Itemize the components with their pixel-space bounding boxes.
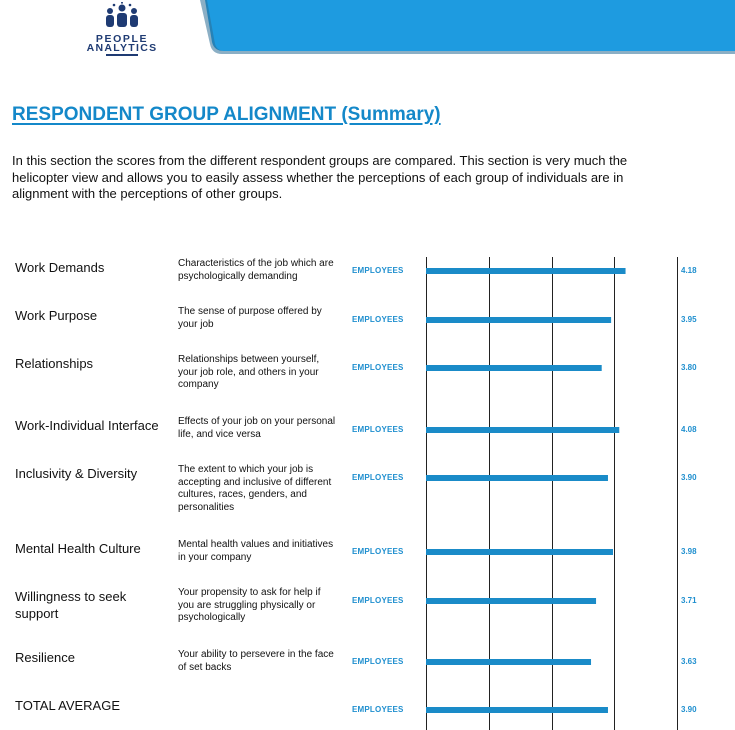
row-label: Inclusivity & Diversity — [15, 466, 138, 481]
respondent-group-label: EMPLOYEES — [352, 547, 404, 556]
row-label: Willingness to seek support — [15, 589, 127, 621]
respondent-group-label: EMPLOYEES — [352, 473, 404, 482]
row-label: Work Demands — [15, 260, 105, 275]
row-description: Mental health values and initiatives in your company — [178, 539, 334, 563]
score-value: 3.90 — [681, 705, 697, 714]
row-label: Relationships — [15, 356, 94, 371]
score-value: 3.95 — [681, 315, 697, 324]
row-label: Resilience — [15, 650, 75, 665]
row-description: Your propensity to ask for help if you are struggling physically or psychologically — [178, 587, 321, 623]
bar — [426, 365, 602, 371]
score-value: 3.98 — [681, 547, 697, 556]
score-value: 3.63 — [681, 657, 697, 666]
row-description: Your ability to persevere in the face of set backs — [178, 649, 334, 673]
score-value: 4.18 — [681, 266, 697, 275]
bar — [426, 707, 608, 713]
page-title[interactable]: RESPONDENT GROUP ALIGNMENT (Summary) — [12, 104, 441, 125]
bar — [426, 475, 608, 481]
respondent-group-label: EMPLOYEES — [352, 363, 404, 372]
respondent-group-label: EMPLOYEES — [352, 596, 404, 605]
score-value: 3.80 — [681, 363, 697, 372]
respondent-group-label: EMPLOYEES — [352, 266, 404, 275]
respondent-group-label: EMPLOYEES — [352, 705, 404, 714]
score-value: 3.71 — [681, 596, 697, 605]
row-description: Relationships between yourself, your job role, and others in your company — [178, 354, 320, 390]
score-value: 4.08 — [681, 425, 697, 434]
logo-text-line2: ANALYTICS — [86, 42, 158, 54]
row-description: Effects of your job on your personal life, and vice versa — [178, 416, 336, 440]
row-label: Mental Health Culture — [15, 541, 141, 556]
respondent-group-label: EMPLOYEES — [352, 315, 404, 324]
respondent-group-label: EMPLOYEES — [352, 425, 404, 434]
logo-text-line1: PEOPLE — [95, 33, 149, 45]
row-description: The extent to which your job is accepting and inclusive of different cultures, races, genders, and personalities — [178, 464, 332, 513]
bar — [426, 598, 596, 604]
row-description: The sense of purpose offered by your job — [178, 306, 322, 330]
row-description: Characteristics of the job which are psychologically demanding — [178, 258, 334, 282]
bar — [426, 659, 591, 665]
bar — [426, 427, 619, 433]
score-value: 3.90 — [681, 473, 697, 482]
intro-paragraph: In this section the scores from the different respondent groups are compared. This section is very much the helicopter view and allows you to easily assess whether the perceptions of each group of individuals are in alignment with the perceptions of other groups. — [12, 153, 628, 201]
bar — [426, 549, 613, 555]
bar — [426, 317, 611, 323]
row-label: TOTAL AVERAGE — [15, 698, 120, 713]
bar — [426, 268, 626, 274]
row-label: Work-Individual Interface — [15, 418, 159, 433]
respondent-group-label: EMPLOYEES — [352, 657, 404, 666]
row-label: Work Purpose — [15, 308, 98, 323]
